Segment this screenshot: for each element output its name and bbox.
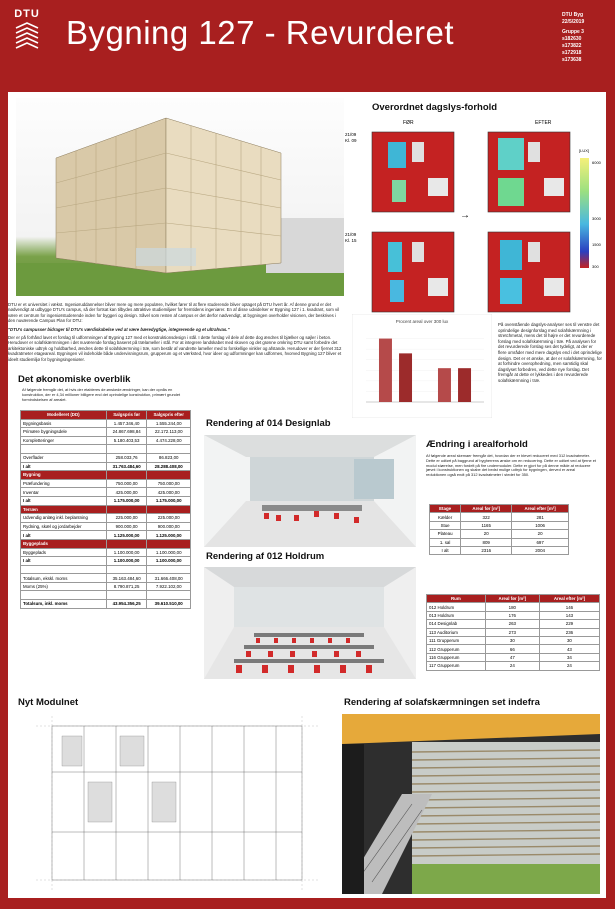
table-row — [21, 436, 191, 445]
table-cell: 1.175.000,00 — [147, 496, 191, 505]
table-cell: Byggeplads — [21, 548, 107, 557]
table-cell: 900.000,00 — [147, 522, 191, 531]
table-row — [430, 530, 569, 538]
table-cell: 43 — [539, 645, 599, 653]
table-cell: 24.867.698,84 — [106, 428, 147, 437]
table-cell: 225.000,00 — [147, 514, 191, 523]
table-cell: 750.000,00 — [147, 479, 191, 488]
table-row — [21, 428, 191, 437]
table-row — [21, 531, 191, 540]
table-cell: I alt — [21, 462, 107, 471]
row2-label — [345, 232, 357, 244]
table-row — [430, 538, 569, 546]
economy-intro: Af følgende fremgår det, at hvis der etableres de ønskede ændringer, kan der opnås en konstruktion, der er 4,34 millioner billigere end det oprindelige konstruktion, primært grundet formindskelsen af arealet. — [22, 387, 181, 402]
table-header-cell: Salgspris før — [106, 411, 147, 420]
table-cell: Bygningsbasis — [21, 419, 107, 428]
daylight-title: Overordnet dagslys-forhold — [372, 102, 498, 113]
table-cell: 31.666.408,00 — [147, 574, 191, 583]
render1-title: Rendering af 014 Designlab — [206, 418, 331, 429]
table-cell: 43.954.356,25 — [106, 600, 147, 609]
table-cell: 180 — [485, 603, 539, 611]
table-cell: 176 — [485, 611, 539, 619]
table-header-row — [430, 505, 569, 513]
table-cell: 1006 — [512, 521, 569, 529]
table-header-cell: Areal efter [m²] — [512, 505, 569, 513]
chart-bar — [458, 368, 471, 402]
table-cell: 34 — [539, 653, 599, 661]
table-row — [430, 521, 569, 529]
daylight-description: På ovenstående dagslys-analyser ses til venstre det oprindelige designforslag med solafskærmning i stretchmetal, mens det til højre er det revurderede forslag med solafskærmning i træ. På analysen for det revurderede forslag ses det tydeligt, at der er flere områder med mere dagslys end i det oprindelige design. Det er et ønske, at der er solafskærmning, for at forhindre overophedning, men samtidig skal dagslyset forbedres, ved dette nye forslag. Det fremgår at dette er lykkedes i den revurderede solafskærmning i træ. — [498, 322, 602, 383]
table-row — [21, 505, 191, 514]
table-cell: 697 — [512, 538, 569, 546]
legend-unit: [LUX] — [579, 148, 590, 153]
row2-time: Kl. 15 — [345, 238, 357, 243]
table-cell: 2004 — [512, 546, 569, 554]
table-cell: 809 — [461, 538, 512, 546]
table-row — [21, 522, 191, 531]
table-cell — [21, 445, 107, 454]
table-cell: Terræn — [21, 505, 107, 514]
plan-title: Nyt Modulnet — [18, 697, 79, 708]
table-cell: 1165 — [461, 521, 512, 529]
holdrum-render — [204, 567, 416, 679]
intro-paragraph: DTU er et universitet i vækst. Ingeniøruddannelser bliver mere og mere populære, hvilket fører til at flere studerende bliver optaget på DTU hvert år. Af denne grund er det nødvendigt at udbygge DTU's campus, så der fortsat kan tilbydes attraktive studiemiljøer for fremtidens ingeniører. En af disse udvidelser er Bygning 127 i 1. kvadrant, som vil være et centrum for ingeniørstuderende inden for byggeri og design. Såvel som resten af campus er det derfor nødvendigt, at bygningen overholder visionen, der beskrives i den nuværende Campus Plan for DTU: — [8, 302, 340, 324]
table-cell — [147, 505, 191, 514]
table-row — [21, 453, 191, 462]
table-cell: 750.000,00 — [106, 479, 147, 488]
solar-shading-render — [342, 714, 600, 894]
daylight-bar-chart — [352, 314, 492, 418]
table-cell: 273 — [485, 628, 539, 636]
intro-text — [8, 302, 344, 362]
table-row — [21, 600, 191, 609]
table-cell: 117 Grupperum — [427, 662, 486, 670]
intro-quote: "DTU's campusser bidrager til DTU's værdiskabelse ved at være bæredygtige, integrerende og et ultrahvas." — [8, 326, 230, 332]
table-header-cell: Areal før [m²] — [485, 595, 539, 603]
table-cell: 4.474.228,00 — [147, 436, 191, 445]
table-row — [21, 591, 191, 600]
table-cell: 425.000,00 — [147, 488, 191, 497]
table-row — [21, 445, 191, 454]
legend-tick: 300 — [592, 264, 599, 269]
table-cell: I alt — [430, 546, 461, 554]
table-cell: 66 — [485, 645, 539, 653]
table-header-row — [427, 595, 600, 603]
legend-tick: 1500 — [592, 242, 601, 247]
designlab-render — [204, 435, 416, 547]
after-label: EFTER — [535, 120, 552, 126]
table-cell: Præfundering — [21, 479, 107, 488]
table-cell: 143 — [539, 611, 599, 619]
module-grid-plan — [22, 712, 334, 894]
daylight-before-afternoon — [368, 228, 458, 316]
table-row — [21, 462, 191, 471]
table-cell: 281 — [512, 513, 569, 521]
table-cell: 013 Holdrum — [427, 611, 486, 619]
table-row — [21, 539, 191, 548]
daylight-after-morning — [484, 128, 574, 216]
table-row — [427, 653, 600, 661]
table-cell: 2316 — [461, 546, 512, 554]
table-cell — [106, 471, 147, 480]
chart-title: Procent areal over 300 lux — [395, 319, 449, 324]
table-cell: 146 — [539, 603, 599, 611]
row2-date: 21/09 — [345, 232, 357, 237]
poster-body — [8, 92, 606, 898]
area-intro: Af følgende areal skemaer fremgår det, hvordan der er blevet reduceret med 312 kvadratmeter. Dette er udført på baggrund af bygherrens ønske om en reducering. Dette er udført ved at fjerne et modul størrelse, men fordelt på fire undermoduler. Dette er gjort for på denne måde at reducere jævnt i konstruktionen og skabe det bedst mulige udtryk for bygningen, derved er areal reduktionen også endt på 312 kvadratmeter i stedet for 350. — [426, 453, 596, 478]
table-cell: 22.172.113,00 — [147, 428, 191, 437]
table-cell: Byggeplads — [21, 539, 107, 548]
table-cell: 1.100.000,00 — [147, 548, 191, 557]
table-cell: 229 — [539, 620, 599, 628]
table-row — [427, 603, 600, 611]
intro-paragraph: Der er på forhånd lavet et forslag til udformningen af Bygning 127 med et konstruktionsdesign i stål. I dette forslag vil dele af dette dog ændres til bjælker og søjler i beton. Herudover er solafskærmningen i det nuværende forslag baseret på trælameller i stål. For at integrere landskabet med skoven og det grønne omkring DTU samt forbedre det arkitektoniske udtryk og holdbarhed, ændres dette til solafskærmning i træ, som består af vandrette lameller med to forskellige vinkler og afstande. Herudover er der fjernet 312 kvadratmeter etageareal. Bygningen vil indeholde både undervisningsrum, grupperum og et værksted, hvor ideer og udformninger kan udformes, hvorved Bygning 127 bliver et ideelt studiemiljø for bygningsingeniører. — [8, 335, 342, 362]
info-line: s173638 — [562, 57, 582, 63]
table-row — [21, 582, 191, 591]
arrow-right-icon: → — [460, 210, 470, 221]
table-cell: 1. sal — [430, 538, 461, 546]
poster-header — [0, 0, 615, 80]
table-cell: 20 — [512, 530, 569, 538]
area-room-table — [426, 594, 600, 671]
table-cell: 30 — [485, 636, 539, 644]
legend-tick: 3000 — [592, 216, 601, 221]
table-header-cell: Areal efter [m²] — [539, 595, 599, 603]
legend-tick: 6000 — [592, 160, 601, 165]
dtu-wave-icon — [13, 22, 41, 52]
table-cell: 35.163.484,60 — [106, 574, 147, 583]
table-cell: I alt — [21, 531, 107, 540]
table-row — [21, 479, 191, 488]
table-cell: 113 Auditorium — [427, 628, 486, 636]
economy-table — [20, 410, 191, 609]
table-cell: 425.000,00 — [106, 488, 147, 497]
table-row — [427, 620, 600, 628]
table-cell: 1.100.000,00 — [147, 557, 191, 566]
table-cell — [106, 539, 147, 548]
header-info — [562, 12, 584, 64]
table-cell: 86.823,00 — [147, 453, 191, 462]
table-row — [427, 662, 600, 670]
table-row — [21, 565, 191, 574]
logo-text: DTU — [14, 8, 40, 20]
table-cell: 1.175.000,00 — [106, 496, 147, 505]
row1-date: 21/09 — [345, 132, 357, 137]
table-cell: Primære bygningsdele — [21, 428, 107, 437]
lux-legend-bar — [580, 158, 589, 268]
render3-title: Rendering af solafskærmningen set indefra — [344, 697, 540, 708]
chart-bar — [379, 339, 392, 402]
render2-title: Rendering af 012 Holdrum — [206, 551, 325, 562]
table-cell: Stue — [430, 521, 461, 529]
table-cell: 8.790.871,25 — [106, 582, 147, 591]
table-cell — [147, 591, 191, 600]
table-row — [427, 611, 600, 619]
table-cell — [106, 505, 147, 514]
table-header-cell: Areal før [m²] — [461, 505, 512, 513]
table-row — [427, 628, 600, 636]
table-cell: 39.610.510,00 — [147, 600, 191, 609]
table-cell: 322 — [461, 513, 512, 521]
table-cell: 111 Grupperum — [427, 636, 486, 644]
info-line: Gruppe 3 — [562, 29, 584, 35]
info-line: 22/5/2019 — [562, 19, 585, 25]
table-row — [427, 636, 600, 644]
table-row — [21, 557, 191, 566]
table-cell: 1.457.346,40 — [106, 419, 147, 428]
table-cell — [21, 591, 107, 600]
table-header-cell: Etage — [430, 505, 461, 513]
chart-background — [352, 314, 492, 418]
daylight-after-afternoon — [484, 228, 574, 316]
table-cell: 24 — [539, 662, 599, 670]
area-floor-table — [429, 504, 569, 555]
row1-label — [345, 132, 357, 144]
table-row — [21, 471, 191, 480]
table-cell: 1.555.244,00 — [147, 419, 191, 428]
table-cell: I alt — [21, 496, 107, 505]
table-cell — [21, 565, 107, 574]
table-header-cell: Modelleret (DD) — [21, 411, 107, 420]
info-line: DTU Byg — [562, 12, 584, 18]
table-header-cell: Rum — [427, 595, 486, 603]
table-cell: 20 — [461, 530, 512, 538]
table-cell: 112 Grupperum — [427, 645, 486, 653]
table-cell: 263 — [485, 620, 539, 628]
table-cell — [106, 445, 147, 454]
table-cell: Rydning, skæl og jordarbejder — [21, 522, 107, 531]
table-cell: 1.100.000,00 — [106, 557, 147, 566]
table-cell: 116 Grupperum — [427, 653, 486, 661]
economy-title: Det økonomiske overblik — [18, 374, 131, 385]
table-cell: Plateau — [430, 530, 461, 538]
table-cell: Totalsum, inkl. moms — [21, 600, 107, 609]
table-cell: Kompletteringer — [21, 436, 107, 445]
table-cell — [147, 445, 191, 454]
table-cell: Inventar — [21, 488, 107, 497]
table-cell: Kælder — [430, 513, 461, 521]
table-cell: Totalsum, ekskl. moms — [21, 574, 107, 583]
table-cell: 47 — [485, 653, 539, 661]
table-cell: 236 — [539, 628, 599, 636]
table-cell — [147, 565, 191, 574]
table-cell: Moms (25%) — [21, 582, 107, 591]
table-cell — [106, 591, 147, 600]
daylight-before-morning — [368, 128, 458, 216]
table-cell: 24 — [485, 662, 539, 670]
table-cell: 7.922.102,00 — [147, 582, 191, 591]
table-cell: 1.125.000,00 — [106, 531, 147, 540]
table-cell: Bygning — [21, 471, 107, 480]
table-row — [427, 645, 600, 653]
table-cell: 012 Holdrum — [427, 603, 486, 611]
table-cell: 1.125.000,00 — [147, 531, 191, 540]
info-line: s182630 — [562, 36, 582, 42]
poster-title: Bygning 127 - Revurderet — [66, 14, 455, 51]
table-row — [430, 513, 569, 521]
building-exterior-render — [16, 98, 344, 296]
table-cell — [147, 471, 191, 480]
table-cell: I alt — [21, 557, 107, 566]
table-cell: 258.033,76 — [106, 453, 147, 462]
table-row — [21, 488, 191, 497]
table-row — [21, 574, 191, 583]
table-row — [21, 514, 191, 523]
info-line: s172918 — [562, 50, 582, 56]
table-header-row — [21, 411, 191, 420]
table-cell: 30 — [539, 636, 599, 644]
dtu-logo — [8, 8, 46, 60]
before-label: FØR — [403, 120, 414, 126]
row1-time: Kl. 09 — [345, 138, 357, 143]
table-row — [21, 419, 191, 428]
table-cell: 1.100.000,00 — [106, 548, 147, 557]
table-cell: 014 Designlab — [427, 620, 486, 628]
chart-bar — [438, 368, 451, 402]
table-cell — [106, 565, 147, 574]
table-cell — [147, 539, 191, 548]
table-cell: 225.000,00 — [106, 514, 147, 523]
table-cell: Udvendig anlæg inkl. beplantning — [21, 514, 107, 523]
table-header-cell: Salgspris efter — [147, 411, 191, 420]
table-cell: 28.288.408,00 — [147, 462, 191, 471]
table-cell: 31.763.484,60 — [106, 462, 147, 471]
area-title: Ændring i arealforhold — [426, 439, 528, 450]
table-cell: Overflader — [21, 453, 107, 462]
table-cell: 5.180.403,53 — [106, 436, 147, 445]
table-row — [21, 548, 191, 557]
table-row — [21, 496, 191, 505]
table-cell: 900.000,00 — [106, 522, 147, 531]
chart-bar — [399, 353, 412, 402]
table-row — [430, 546, 569, 554]
info-line: s173822 — [562, 43, 582, 49]
